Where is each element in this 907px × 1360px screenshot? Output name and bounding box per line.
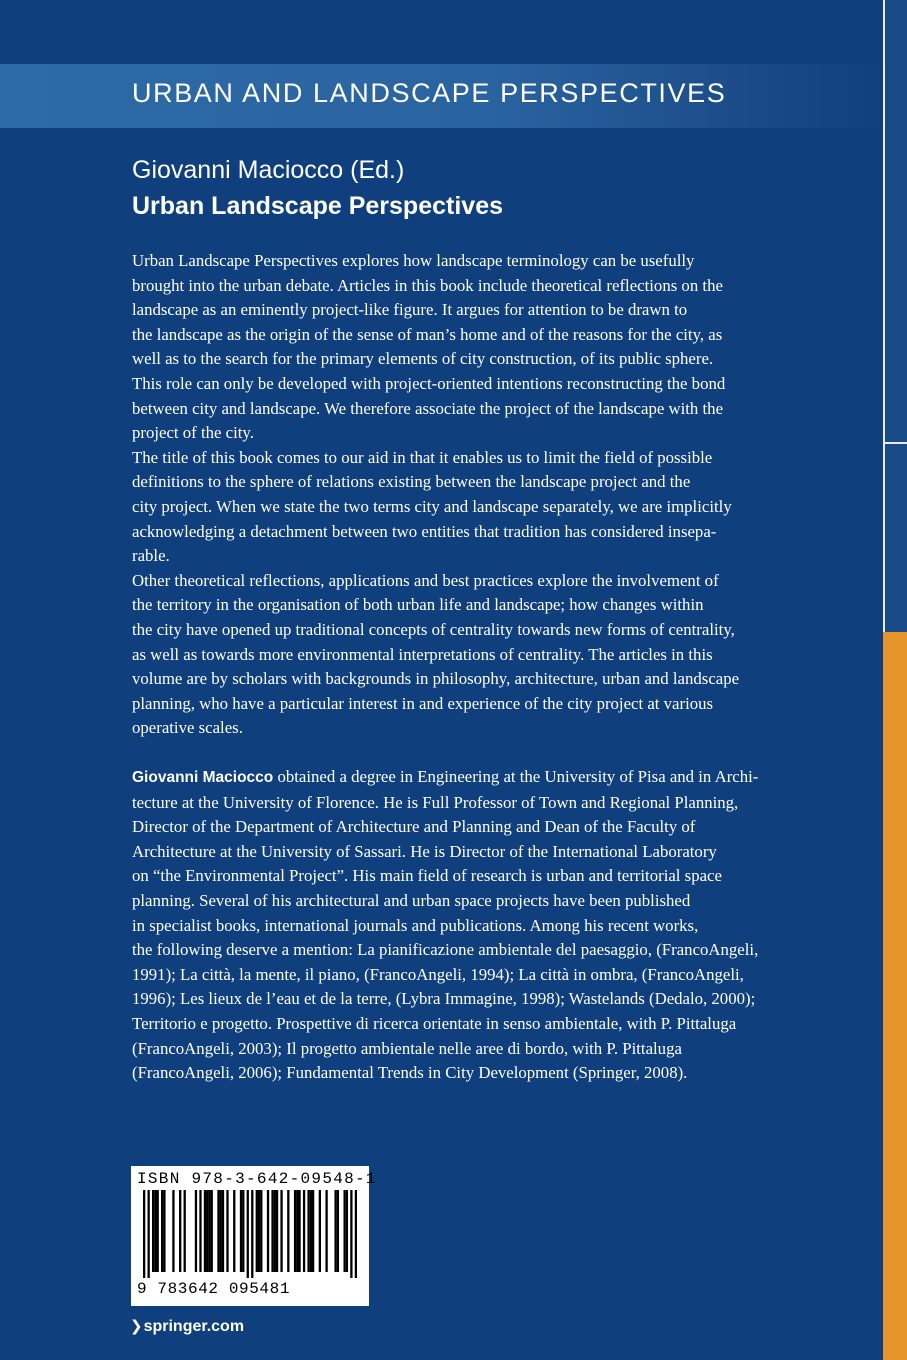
barcode-bar [163, 1190, 165, 1272]
barcode-bar [217, 1190, 219, 1272]
barcode-bar [271, 1190, 273, 1272]
barcode-bar [280, 1190, 282, 1272]
bio-line: Director of the Department of Architecture and Planning and Dean of the Faculty of [132, 817, 696, 837]
blurb-line: landscape as an eminently project-like figure. It argues for attention to be drawn to [132, 300, 688, 320]
bio-line: the following deserve a mention: La pianificazione ambientale del paesaggio, (FrancoAngeli, [132, 940, 759, 960]
bio-line: Architecture at the University of Sassari. He is Director of the International Laboratory [132, 841, 717, 861]
book-blurb [132, 249, 832, 741]
barcode-bar [319, 1190, 321, 1272]
bio-line: 1991); La città, la mente, il piano, (FrancoAngeli, 1994); La città in ombra, (FrancoAngeli, [132, 964, 744, 984]
barcode-bars [143, 1190, 357, 1278]
barcode-bar [294, 1190, 296, 1272]
publisher-link-text: springer.com [143, 1318, 245, 1335]
barcode-bar [312, 1190, 314, 1272]
barcode-bar [334, 1190, 336, 1272]
blurb-line: The title of this book comes to our aid in that it enables us to limit the field of possible [132, 447, 713, 467]
spine-divider [883, 442, 907, 444]
barcode-bar [199, 1190, 201, 1272]
blurb-line: the landscape as the origin of the sense of man’s home and of the reasons for the city, as [132, 324, 723, 344]
barcode-bar [310, 1190, 312, 1272]
barcode-bar [208, 1190, 210, 1272]
barcode-bar [303, 1190, 305, 1272]
barcode-bar [226, 1190, 228, 1272]
chevron-right-icon: ❯ [130, 1318, 143, 1335]
barcode-bar [233, 1190, 235, 1272]
blurb-line: between city and landscape. We therefore associate the project of the landscape with the [132, 398, 724, 418]
bio-line: in specialist books, international journals and publications. Among his recent works, [132, 915, 699, 935]
blurb-line: well as to the search for the primary elements of city construction, of its public sphere. [132, 349, 714, 369]
blurb-line: brought into the urban debate. Articles in this book include theoretical reflections on the [132, 275, 723, 295]
barcode-bar [240, 1190, 242, 1272]
barcode-bar [179, 1190, 181, 1272]
blurb-line: Other theoretical reflections, applications and best practices explore the involvement of [132, 570, 719, 590]
barcode-bar [157, 1190, 159, 1272]
blurb-line: volume are by scholars with backgrounds in philosophy, architecture, urban and landscape [132, 669, 740, 689]
barcode-bar [154, 1190, 156, 1272]
bio-first-line [132, 765, 832, 791]
bio-line: (FrancoAngeli, 2006); Fundamental Trends in City Development (Springer, 2008). [132, 1063, 688, 1083]
barcode-bar [350, 1190, 352, 1278]
spine-strip [883, 0, 907, 1360]
publisher-link[interactable] [130, 1317, 244, 1336]
bio-line: (FrancoAngeli, 2003); Il progetto ambientale nelle aree di bordo, with P. Pittaluga [132, 1038, 682, 1058]
blurb-line: city project. When we state the two terms city and landscape separately, we are implicitly [132, 496, 732, 516]
barcode-bar [143, 1190, 145, 1278]
barcode-bar [161, 1190, 163, 1272]
isbn-label: ISBN 978-3-642-09548-1 [137, 1170, 377, 1188]
blurb-line: as well as towards more environmental interpretations of centrality. The articles in this [132, 644, 713, 664]
barcode-bar [276, 1190, 278, 1272]
barcode-bar [274, 1190, 276, 1272]
barcode-bar [258, 1190, 260, 1272]
barcode-bar [222, 1190, 224, 1272]
isbn-barcode [131, 1166, 377, 1306]
barcode-digits: 9 783642 095481 [137, 1280, 291, 1298]
barcode-bar [195, 1190, 197, 1272]
barcode-bar [355, 1190, 357, 1278]
barcode-bar [220, 1190, 222, 1272]
blurb-line: This role can only be developed with project-oriented intentions reconstructing the bond [132, 373, 726, 393]
blurb-line: definitions to the sphere of relations existing between the landscape project and the [132, 472, 691, 492]
author-bio [132, 765, 832, 1086]
barcode-bar [148, 1190, 150, 1278]
bio-line: 1996); Les lieux de l’eau et de la terre, (Lybra Immagine, 1998); Wastelands (Dedalo, 2000); [132, 989, 756, 1009]
bio-first-line-rest: obtained a degree in Engineering at the University of Pisa and in Archi- [273, 767, 759, 786]
bio-line: planning. Several of his architectural and urban space projects have been published [132, 890, 691, 910]
barcode-bar [298, 1190, 300, 1272]
barcode-bar [260, 1190, 262, 1272]
barcode-bar [251, 1190, 253, 1278]
barcode-bar [337, 1190, 339, 1272]
blurb-line: project of the city. [132, 423, 254, 443]
blurb-line: the city have opened up traditional concepts of centrality towards new forms of centrality, [132, 619, 735, 639]
barcode-bar [256, 1190, 258, 1272]
barcode-bar [346, 1190, 348, 1272]
blurb-line: acknowledging a detachment between two entities that tradition has considered insepa- [132, 521, 717, 541]
barcode-bar [325, 1190, 327, 1272]
barcode-bar [206, 1190, 208, 1272]
barcode-bar [343, 1190, 345, 1272]
barcode-bar [204, 1190, 206, 1272]
blurb-line: operative scales. [132, 718, 243, 738]
blurb-line: rable. [132, 546, 170, 566]
spine-accent-band [883, 632, 907, 1360]
barcode-bar [211, 1190, 213, 1272]
barcode-bar [267, 1190, 269, 1272]
author-name: Giovanni Maciocco [132, 769, 274, 786]
blurb-line: the territory in the organisation of both urban life and landscape; how changes within [132, 595, 704, 615]
barcode-bar [152, 1190, 154, 1272]
barcode-bar [247, 1190, 249, 1278]
bio-line: tecture at the University of Florence. He is Full Professor of Town and Regional Planning, [132, 792, 739, 812]
series-title: URBAN AND LANDSCAPE PERSPECTIVES [132, 78, 727, 108]
barcode-bar [242, 1190, 244, 1272]
bio-line: on “the Environmental Project”. His main field of research is urban and territorial space [132, 866, 722, 886]
bio-line: Territorio e progetto. Prospettive di ricerca orientate in senso ambientale, with P. Pittaluga [132, 1013, 737, 1033]
blurb-line: planning, who have a particular interest in and experience of the city project at various [132, 693, 714, 713]
book-editor: Giovanni Maciocco (Ed.) [132, 156, 405, 184]
barcode-bar [296, 1190, 298, 1272]
barcode-bar [184, 1190, 186, 1272]
barcode-bar [287, 1190, 289, 1272]
barcode-bar [307, 1190, 309, 1272]
book-title: Urban Landscape Perspectives [132, 192, 503, 220]
barcode-bar [172, 1190, 174, 1272]
blurb-line: Urban Landscape Perspectives explores how landscape terminology can be usefully [132, 251, 695, 270]
